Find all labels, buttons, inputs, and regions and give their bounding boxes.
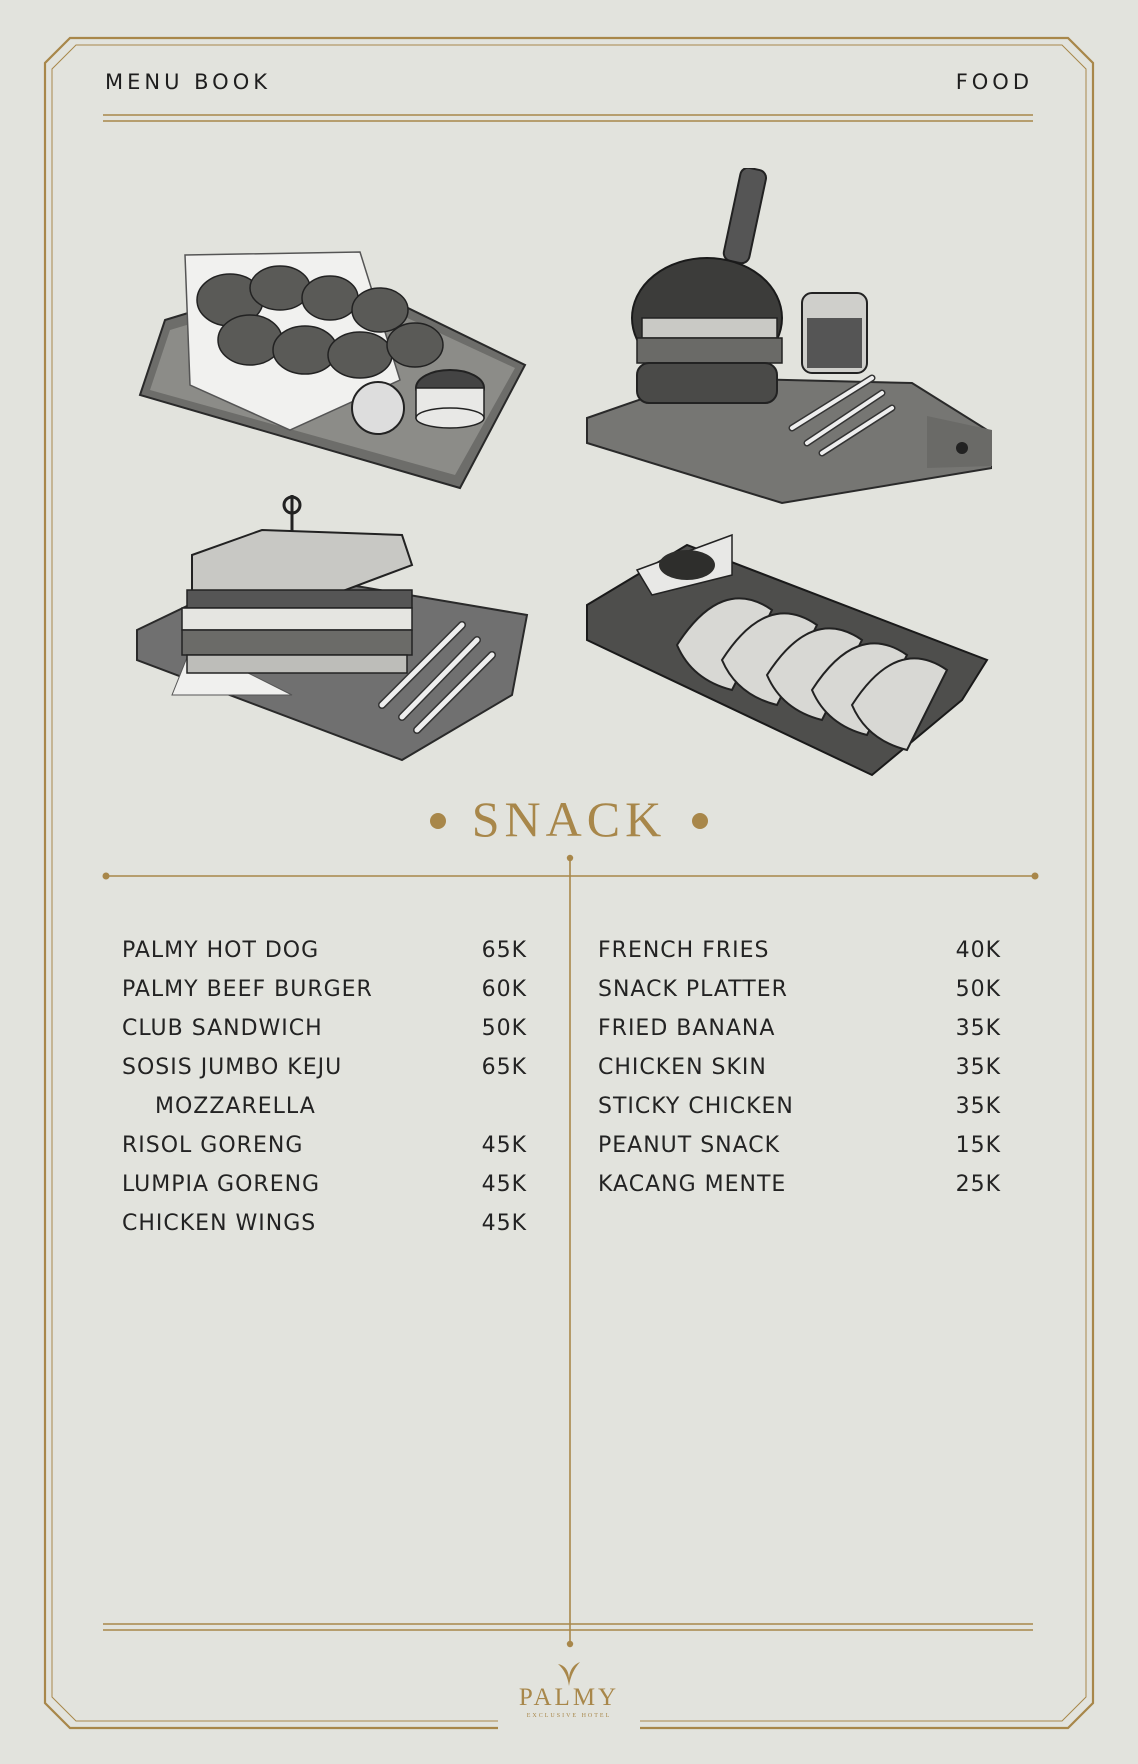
palmy-logo <box>0 1660 1138 1719</box>
item-price: 60K <box>481 977 527 1002</box>
bullet-dot <box>430 813 446 829</box>
menu-column-left <box>122 938 527 1250</box>
menu-item <box>598 938 1001 977</box>
menu-item <box>598 1133 1001 1172</box>
menu-item <box>122 1211 527 1250</box>
menu-item <box>122 1133 527 1172</box>
item-name: CHICKEN SKIN <box>598 1055 767 1080</box>
menu-item-continuation <box>122 1094 527 1133</box>
burger-illustration <box>582 168 992 508</box>
bullet-dot <box>692 813 708 829</box>
item-price: 50K <box>481 1016 527 1041</box>
item-name: STICKY CHICKEN <box>598 1094 794 1119</box>
item-name: FRIED BANANA <box>598 1016 776 1041</box>
menu-book-label: MENU BOOK <box>105 70 272 94</box>
menu-item <box>122 1055 527 1094</box>
item-name: FRENCH FRIES <box>598 938 770 963</box>
item-name: CLUB SANDWICH <box>122 1016 323 1041</box>
item-name: MOZZARELLA <box>155 1094 316 1119</box>
section-title <box>0 790 1138 848</box>
item-name: SNACK PLATTER <box>598 977 788 1002</box>
item-name: RISOL GORENG <box>122 1133 304 1158</box>
menu-item <box>122 938 527 977</box>
brand-tagline: EXCLUSIVE HOTEL <box>526 1713 612 1719</box>
item-price: 40K <box>955 938 1001 963</box>
menu-item <box>122 1172 527 1211</box>
item-price: 25K <box>955 1172 1001 1197</box>
dumplings-illustration <box>582 530 992 780</box>
item-name: LUMPIA GORENG <box>122 1172 321 1197</box>
item-price: 35K <box>955 1094 1001 1119</box>
item-name: KACANG MENTE <box>598 1172 787 1197</box>
item-name: PEANUT SNACK <box>598 1133 781 1158</box>
item-name: PALMY BEEF BURGER <box>122 977 373 1002</box>
club-sandwich-illustration <box>132 495 532 765</box>
item-name: SOSIS JUMBO KEJU <box>122 1055 343 1080</box>
item-name: CHICKEN WINGS <box>122 1211 317 1236</box>
food-label: FOOD <box>955 70 1033 94</box>
item-price: 65K <box>481 938 527 963</box>
palm-leaf-icon <box>554 1660 584 1686</box>
item-price: 45K <box>481 1133 527 1158</box>
menu-item <box>598 1055 1001 1094</box>
item-price: 15K <box>955 1133 1001 1158</box>
brand-name: PALMY <box>518 1684 620 1711</box>
menu-item <box>598 1094 1001 1133</box>
item-price: 35K <box>955 1055 1001 1080</box>
menu-item <box>122 1016 527 1055</box>
item-price: 50K <box>955 977 1001 1002</box>
menu-item <box>122 977 527 1016</box>
item-price: 65K <box>481 1055 527 1080</box>
menu-item <box>598 1016 1001 1055</box>
menu-item <box>598 1172 1001 1211</box>
item-price: 35K <box>955 1016 1001 1041</box>
section-title-text: SNACK <box>471 791 667 847</box>
item-price: 45K <box>481 1211 527 1236</box>
chicken-wings-illustration <box>130 230 530 490</box>
item-price: 45K <box>481 1172 527 1197</box>
menu-column-right <box>598 938 1001 1211</box>
menu-item <box>598 977 1001 1016</box>
item-name: PALMY HOT DOG <box>122 938 320 963</box>
